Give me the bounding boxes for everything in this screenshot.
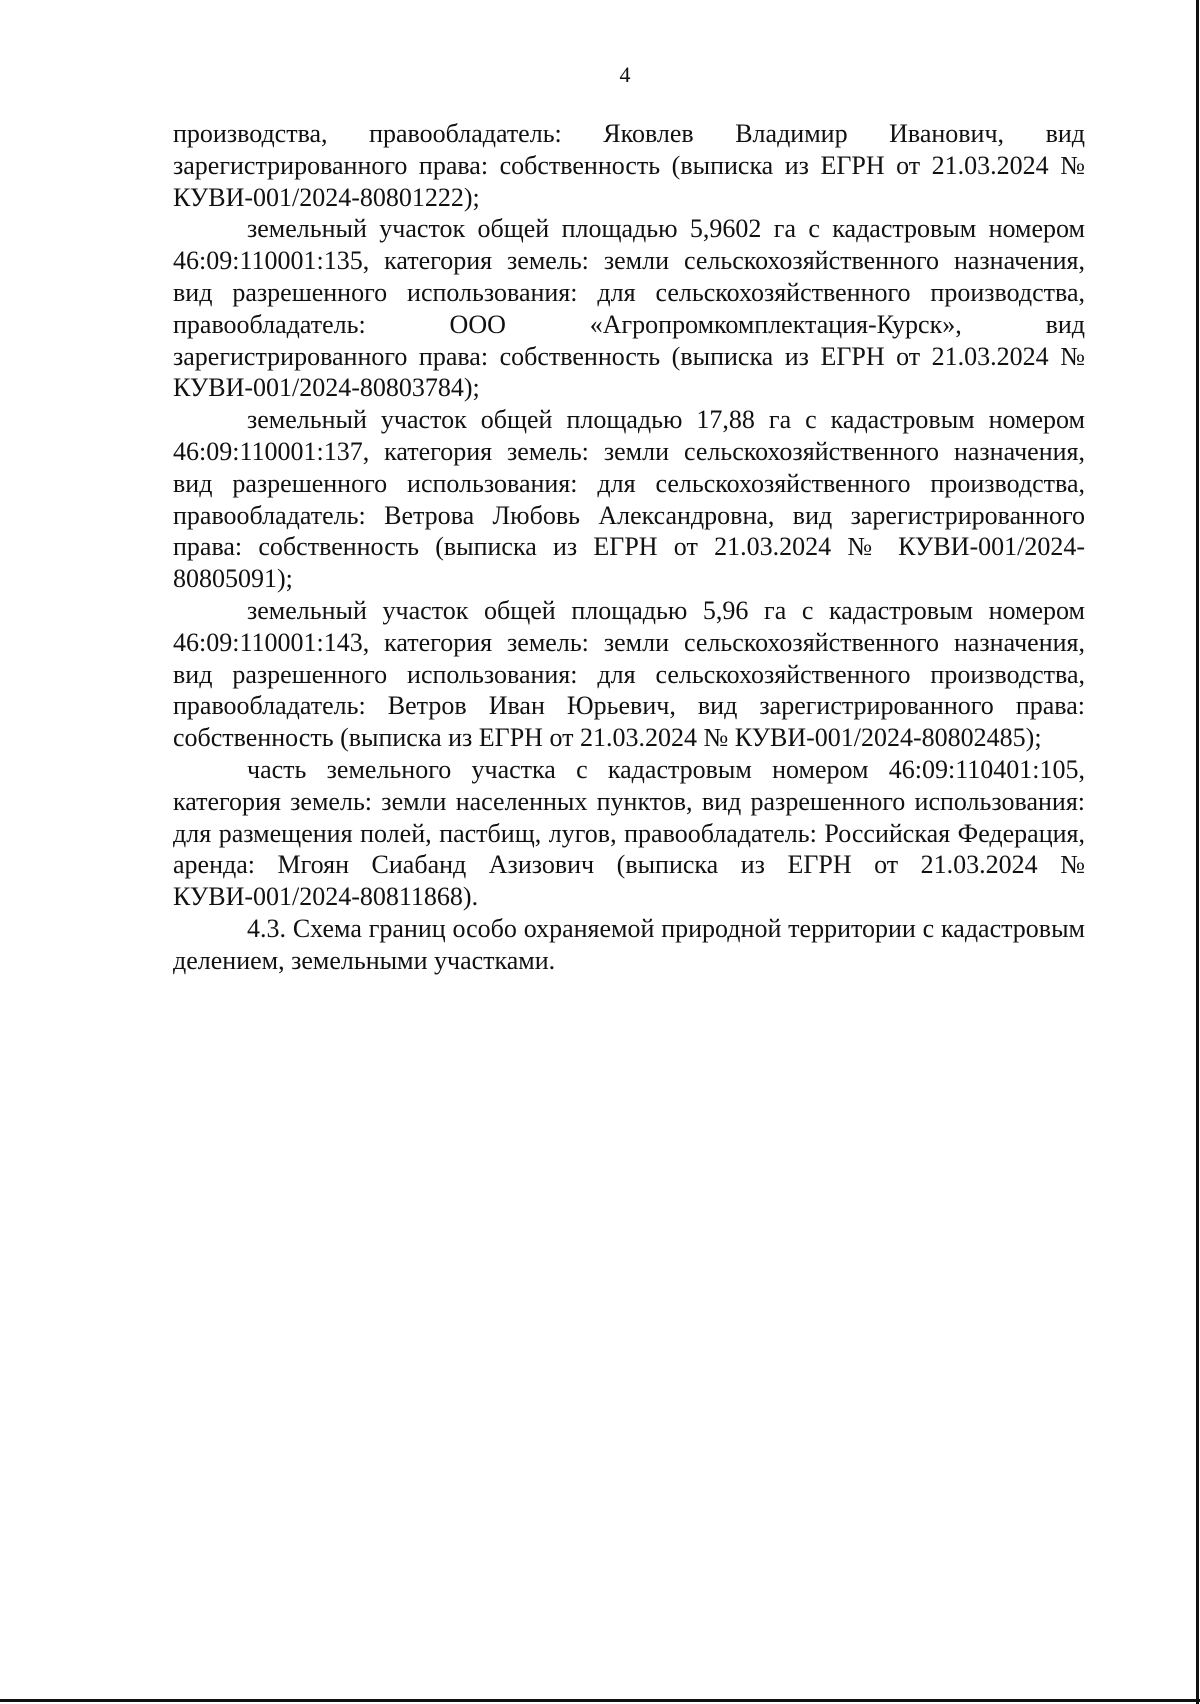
paragraph-section-4-3: 4.3. Схема границ особо охраняемой природной территории с кадастровым делением, земельными участками. [173, 913, 1085, 975]
paragraph-land-plot-105-part: часть земельного участка с кадастровым номером 46:09:110401:105, категория земель: земли населенных пунктов, вид разрешенного использования: для размещения полей, пастбищ, лугов, правообладатель: Российская Федерация, аренда: Мгоян Сиабанд Азизович (выписка из ЕГРН от 21.03.2024 № КУВИ-001/2024-80811868). [173, 754, 1085, 912]
scan-edge-right [1196, 0, 1199, 1704]
paragraph-land-plot-135: земельный участок общей площадью 5,9602 га с кадастровым номером 46:09:110001:135, категория земель: земли сельскохозяйственного назначения, вид разрешенного использования: для сельскохозяйственного производства, правообладатель: ООО «Агропромкомплектация-Курск», вид зарегистрированного права: собственность (выписка из ЕГРН от 21.03.2024 № КУВИ-001/2024-80803784); [173, 214, 1085, 403]
scan-edge-bottom [0, 1699, 1200, 1702]
paragraph-land-plot-143: земельный участок общей площадью 5,96 га с кадастровым номером 46:09:110001:143, категория земель: земли сельскохозяйственного назначения, вид разрешенного использования: для сельскохозяйственного производства, правообладатель: Ветров Иван Юрьевич, вид зарегистрированного права: собственность (выписка из ЕГРН от 21.03.2024 № КУВИ-001/2024-80802485); [173, 595, 1085, 753]
paragraph-continued: производства, правообладатель: Яковлев Владимир Иванович, вид зарегистрированного права: собственность (выписка из ЕГРН от 21.03.2024 № КУВИ-001/2024-80801222); [173, 119, 1085, 212]
paragraph-land-plot-137: земельный участок общей площадью 17,88 га с кадастровым номером 46:09:110001:137, категория земель: земли сельскохозяйственного назначения, вид разрешенного использования: для сельскохозяйственного производства, правообладатель: Ветрова Любовь Александровна, вид зарегистрированного права: собственность (выписка из ЕГРН от 21.03.2024 № КУВИ-001/2024-80805091); [173, 405, 1085, 594]
page-number: 4 [619, 62, 631, 87]
document-body [173, 118, 1085, 977]
